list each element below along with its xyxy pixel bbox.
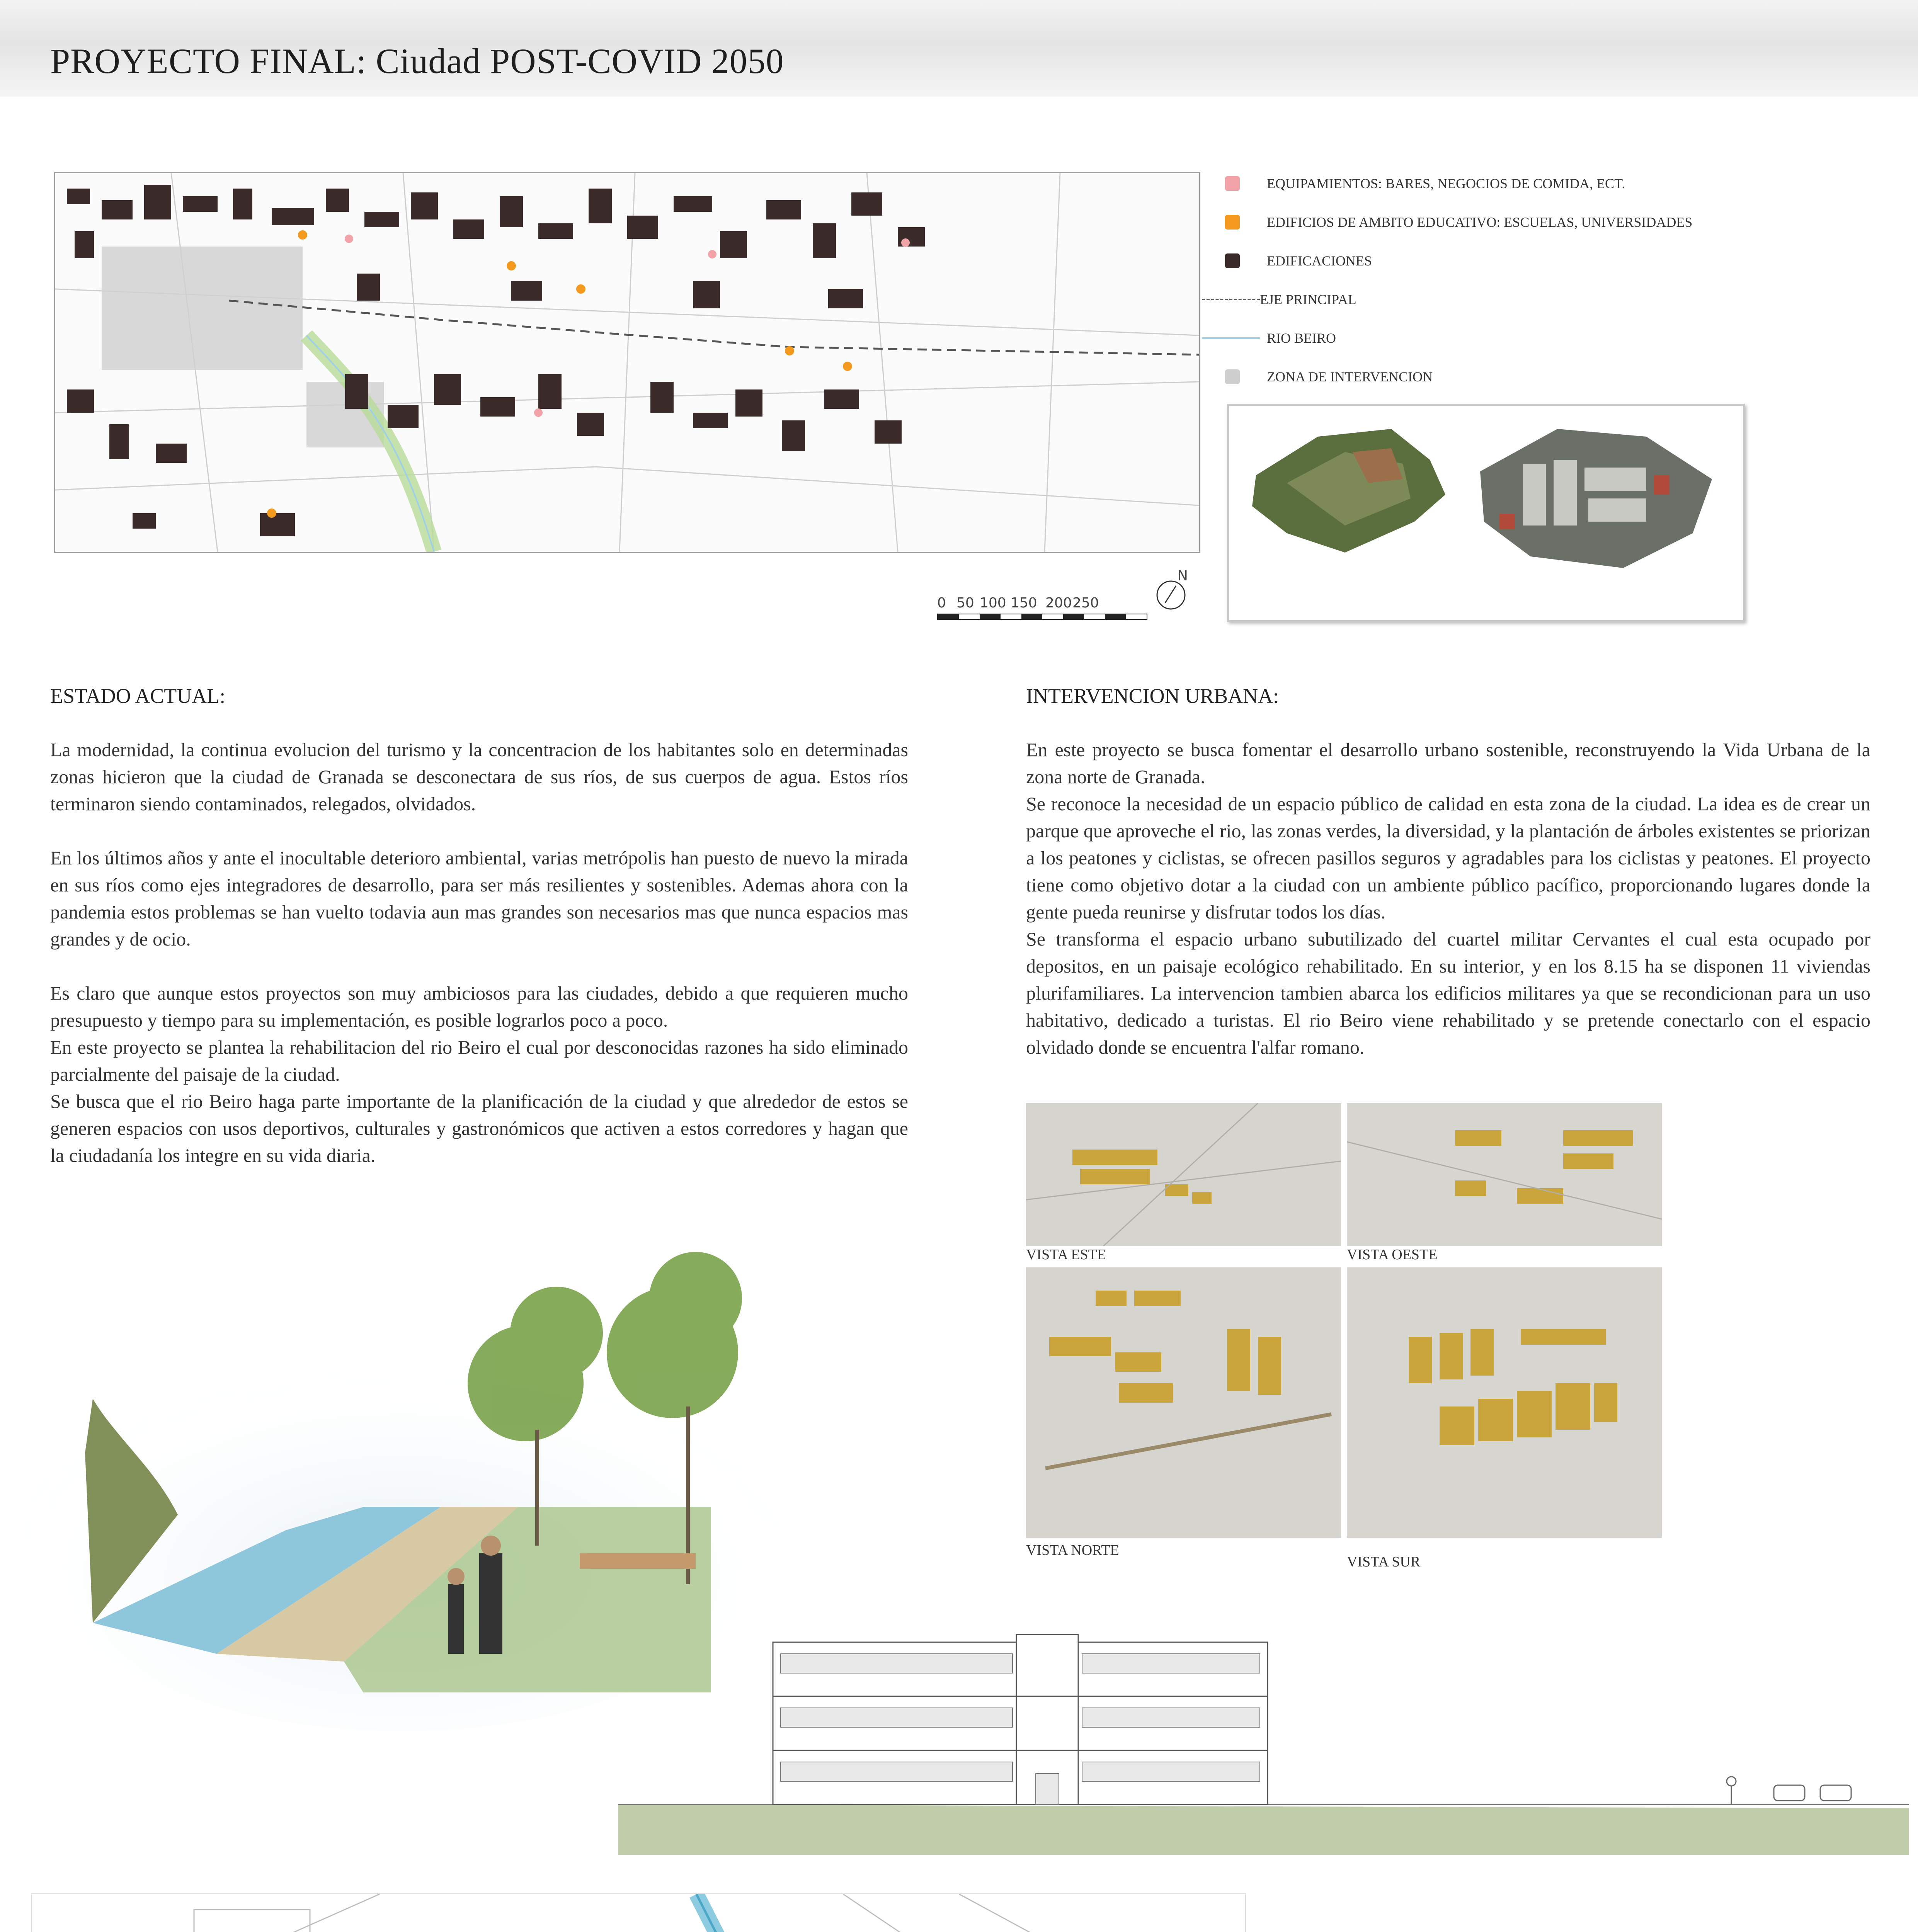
intervencion-text — [1026, 736, 1870, 1061]
site-plan-drawing — [32, 1894, 1245, 1932]
context-map — [54, 172, 1200, 553]
intervencion-paragraph: Se transforma el espacio urbano subutilizado del cuartel militar Cervantes el cual esta ocupado por depositos, en un paisaje ecológico rehabilitado. En su interior, y en los 8.15 ha se disponen 11 viviendas plurifamiliares. La intervencion tambien abarca los edificios militares ya que se recondicionan para un uso habitativo, dedicado a turistas. El rio Beiro viene rehabilitado y se pretende conectarlo con el espacio olvidado donde se encuentra l'alfar romano. — [1026, 928, 1870, 1058]
legend-item-rio-beiro: RIO BEIRO — [1202, 327, 1901, 350]
view-oeste-image — [1347, 1103, 1662, 1246]
intervencion-heading: INTERVENCION URBANA: — [1026, 684, 1279, 707]
view-sur-caption: VISTA SUR — [1347, 1554, 1421, 1570]
legend-item-edificaciones: EDIFICACIONES — [1225, 249, 1901, 272]
legend-item-zona-intervencion: ZONA DE INTERVENCION — [1225, 365, 1901, 388]
intervencion-paragraph: Se reconoce la necesidad de un espacio público de calidad en esta zona de la ciudad. La idea es de crear un parque que aproveche el rio, las zonas verdes, la diversidad, y la plantación de árboles existentes se priorizan a los peatones y ciclistas, se ofrecen pasillos seguros y agradables para los ciclistas y peatones. El proyecto tiene como objetivo dotar a la ciudad con un ambiente público pacífico, proporcionando lugares donde la gente pueda reunirse y disfrutar todos los días. — [1026, 793, 1870, 923]
view-oeste-caption: VISTA OESTE — [1347, 1247, 1438, 1263]
scale-tick: 150 — [1011, 595, 1037, 611]
scale-tick: 250 — [1072, 595, 1099, 611]
estado-paragraph: La modernidad, la continua evolucion del turismo y la concentracion de los habitantes solo en determinadas zonas hicieron que la ciudad de Granada se desconectara de sus ríos, de sus cuerpos de agua. Estos ríos terminaron siendo contaminados, relegados, olvidados. — [50, 739, 908, 815]
estado-paragraph: Es claro que aunque estos proyectos son muy ambiciosos para las ciudades, debido a que requieren mucho presupuesto y tiempo para su implementación, es posible lograrlos poco a poco. — [50, 982, 908, 1031]
north-arrow-icon: N — [1154, 576, 1188, 611]
map-legend — [1225, 172, 1901, 388]
scale-bar-graphic — [937, 614, 1147, 620]
view-este-caption: VISTA ESTE — [1026, 1247, 1106, 1263]
legend-item-equipamientos: EQUIPAMIENTOS: BARES, NEGOCIOS DE COMIDA, ECT. — [1225, 172, 1901, 195]
dark-square-icon — [1225, 253, 1240, 268]
legend-item-educativo: EDIFICIOS DE AMBITO EDUCATIVO: ESCUELAS, UNIVERSIDADES — [1225, 211, 1901, 234]
context-map-drawing — [55, 173, 1199, 552]
view-norte-image — [1026, 1267, 1341, 1538]
scale-tick: 50 — [956, 595, 974, 611]
blue-line-icon — [1202, 337, 1260, 339]
view-este-image — [1026, 1103, 1341, 1246]
orange-square-icon — [1225, 215, 1240, 230]
grey-square-icon — [1225, 369, 1240, 384]
estado-paragraph: En este proyecto se plantea la rehabilitacion del rio Beiro el cual por desconocidas razones ha sido eliminado parcialmente del paisaje de la ciudad. — [50, 1036, 908, 1085]
building-elevation — [618, 1623, 1909, 1862]
estado-actual-heading: ESTADO ACTUAL: — [50, 684, 226, 707]
aerial-photos-frame — [1227, 404, 1745, 622]
view-sur-image — [1347, 1267, 1662, 1538]
estado-paragraph: En los últimos años y ante el inocultable deterioro ambiental, varias metrópolis han puesto de nuevo la mirada en sus ríos como ejes integradores de desarrollo, para ser más resilientes y sostenibles. Ademas ahora con la pandemia estos problemas se han vuelto todavia aun mas grandes son necesarios mas que nunca espacios mas grandes y de ocio. — [50, 847, 908, 950]
scale-tick: 0 — [937, 595, 946, 611]
intervencion-paragraph: En este proyecto se busca fomentar el desarrollo urbano sostenible, reconstruyendo la Vida Urbana de la zona norte de Granada. — [1026, 739, 1870, 787]
top-scale-bar — [937, 595, 1146, 626]
estado-paragraph: Se busca que el rio Beiro haga parte importante de la planificación de la ciudad y que alrededor de estos se generen espacios con usos deportivos, culturales y gastronómicos que activen a estos corredores y hagan que la ciudadanía los integre en su vida diaria. — [50, 1090, 908, 1166]
legend-item-eje-principal: EJE PRINCIPAL — [1202, 288, 1901, 311]
page-title: PROYECTO FINAL: Ciudad POST-COVID 2050 — [50, 41, 784, 81]
scale-tick: 100 — [980, 595, 1006, 611]
building-elevation-drawing — [618, 1623, 1909, 1862]
dashed-line-icon — [1202, 299, 1260, 300]
scale-tick: 200 — [1045, 595, 1072, 611]
pink-square-icon — [1225, 176, 1240, 191]
estado-actual-text — [50, 736, 908, 1169]
site-plan — [31, 1893, 1246, 1932]
aerial-photos — [1229, 406, 1743, 620]
view-norte-caption: VISTA NORTE — [1026, 1542, 1119, 1558]
